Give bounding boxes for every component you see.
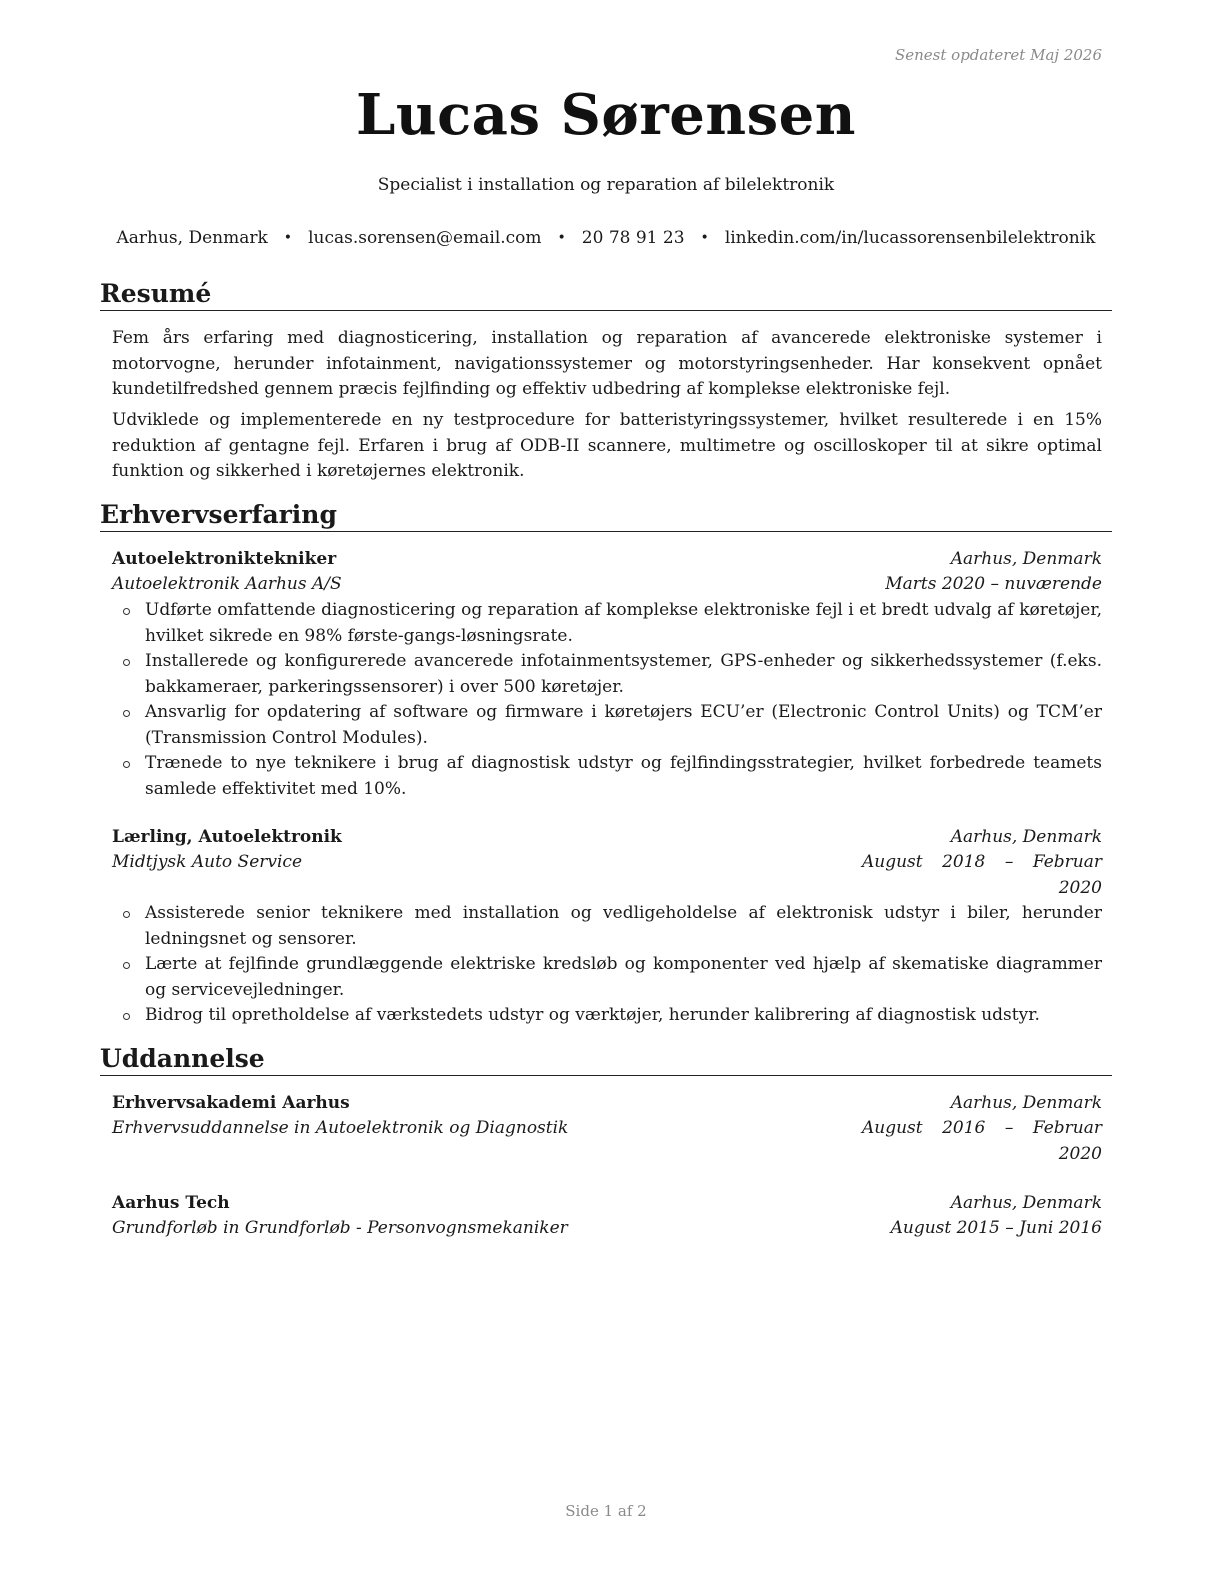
job-dates: August 2018 – Februar 2020 xyxy=(862,852,1102,898)
contact-bar xyxy=(100,228,1112,248)
contact-location: Aarhus, Denmark xyxy=(116,228,268,248)
list-item: Ansvarlig for opdatering af software og firmware i køretøjers ECU’er (Electronic Control Units) og TCM’er (Transmission Control Modules). xyxy=(112,700,1102,751)
job-bullet-list xyxy=(112,901,1102,1029)
job-role: Lærling, Autoelektronik xyxy=(112,827,342,847)
school-dates: August 2016 – Februar 2020 xyxy=(862,1118,1102,1164)
job-company: Midtjysk Auto Service xyxy=(112,852,303,872)
list-item: Assisterede senior teknikere med installation og vedligeholdelse af elektronisk udstyr i biler, herunder ledningsnet og sensorer. xyxy=(112,901,1102,952)
contact-email[interactable]: lucas.sorensen@email.com xyxy=(308,228,542,248)
school-header xyxy=(112,1191,1102,1217)
candidate-name: Lucas Sørensen xyxy=(355,82,856,148)
school-location: Aarhus, Denmark xyxy=(950,1093,1102,1113)
job-bullet-list xyxy=(112,598,1102,802)
school-program: Erhvervsuddannelse in Autoelektronik og Diagnostik xyxy=(112,1118,569,1138)
job-location: Aarhus, Denmark xyxy=(950,549,1102,569)
contact-phone[interactable]: 20 78 91 23 xyxy=(581,228,685,248)
section-title-experience: Erhvervserfaring xyxy=(100,499,1112,532)
school-program: Grundforløb in Grundforløb - Personvognsmekaniker xyxy=(112,1218,568,1238)
job-subheader xyxy=(112,850,1102,901)
candidate-tagline: Specialist i installation og reparation af bilelektronik xyxy=(377,175,835,195)
section-title-summary: Resumé xyxy=(100,278,1112,311)
job-role: Autoelektroniktekniker xyxy=(112,549,337,569)
job-subheader xyxy=(112,572,1102,598)
resume-page xyxy=(100,0,1112,1584)
school-name: Aarhus Tech xyxy=(112,1193,230,1213)
list-item: Lærte at fejlfinde grundlæggende elektriske kredsløb og komponenter ved hjælp af skematiske diagrammer og servicevejledninger. xyxy=(112,952,1102,1003)
school-dates: August 2015 – Juni 2016 xyxy=(890,1218,1102,1238)
school-subheader xyxy=(112,1216,1102,1242)
contact-separator: • xyxy=(700,230,709,246)
job-header xyxy=(112,825,1102,851)
list-item: Udførte omfattende diagnosticering og reparation af komplekse elektroniske fejl i et bredt udvalg af køretøjer, hvilket sikrede en 98% første-gangs-løsningsrate. xyxy=(112,598,1102,649)
school-header xyxy=(112,1091,1102,1117)
contact-linkedin[interactable]: linkedin.com/in/lucassorensenbilelektronik xyxy=(724,228,1096,248)
job-header xyxy=(112,547,1102,573)
school-name: Erhvervsakademi Aarhus xyxy=(112,1093,350,1113)
school-location: Aarhus, Denmark xyxy=(950,1193,1102,1213)
list-item: Installerede og konfigurerede avancerede infotainmentsystemer, GPS-enheder og sikkerhedssystemer (f.eks. bakkameraer, parkeringssensorer) i over 500 køretøjer. xyxy=(112,649,1102,700)
job-dates: Marts 2020 – nuværende xyxy=(885,574,1102,594)
summary-paragraph: Udviklede og implementerede en ny testprocedure for batteristyringssystemer, hvilket resulterede i en 15% reduktion af gentagne fejl. Erfaren i brug af ODB-II scannere, multimetre og oscilloskoper til at sikre optimal funktion og sikkerhed i køretøjernes elektronik. xyxy=(112,410,1102,481)
summary-paragraph: Fem års erfaring med diagnosticering, installation og reparation af avancerede elektroniske systemer i motorvogne, herunder infotainment, navigationssystemer og motorstyringsenheder. Har konsekvent opnået kundetilfredshed gennem præcis fejlfinding og effektiv udbedring af komplekse elektroniske fejl. xyxy=(112,328,1102,399)
school-subheader xyxy=(112,1116,1102,1167)
contact-separator: • xyxy=(557,230,566,246)
list-item: Trænede to nye teknikere i brug af diagnostisk udstyr og fejlfindingsstrategier, hvilket forbedrede teamets samlede effektivitet med 10%. xyxy=(112,751,1102,802)
last-updated-note: Senest opdateret Maj 2026 xyxy=(894,46,1102,64)
list-item: Bidrog til opretholdelse af værkstedets udstyr og værktøjer, herunder kalibrering af diagnostisk udstyr. xyxy=(112,1003,1102,1029)
page-number: Side 1 af 2 xyxy=(565,1502,647,1520)
contact-separator: • xyxy=(283,230,293,246)
job-location: Aarhus, Denmark xyxy=(950,827,1102,847)
section-title-education: Uddannelse xyxy=(100,1043,1112,1076)
job-company: Autoelektronik Aarhus A/S xyxy=(112,574,342,594)
